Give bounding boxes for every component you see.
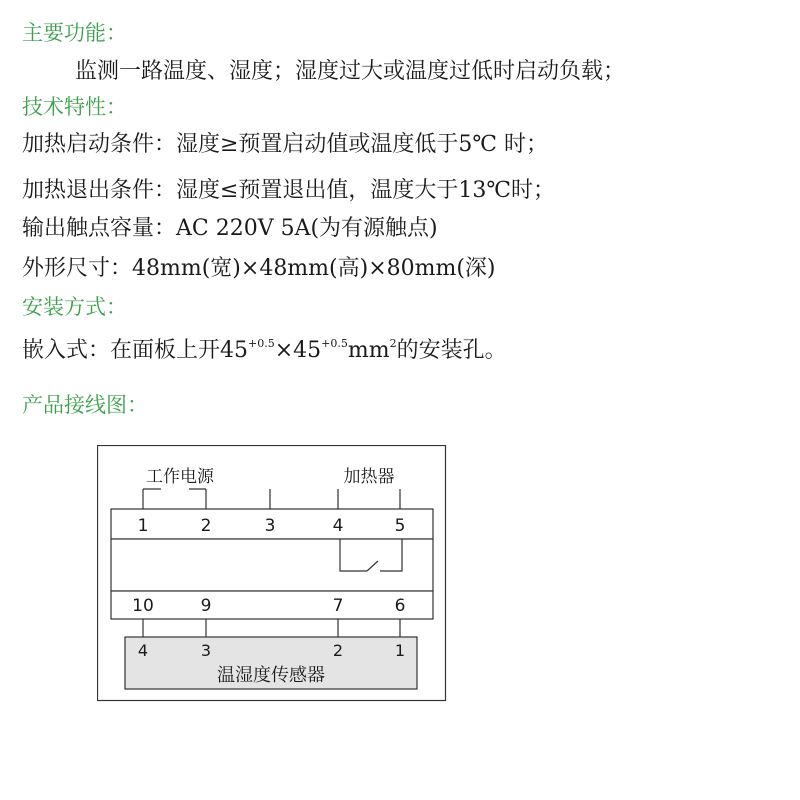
bottom-terminal-strip <box>111 591 433 619</box>
heating-exit-condition: 加热退出条件：湿度≤预置退出值，温度大于13℃时； <box>22 178 556 203</box>
heater-label: 加热器 <box>343 467 395 487</box>
install-unit: mm <box>347 338 390 363</box>
terminal-6: 6 <box>394 596 406 616</box>
sensor-label: 温湿度传感器 <box>217 665 325 686</box>
terminal-1: 1 <box>137 516 149 536</box>
wiring-diagram <box>97 445 447 705</box>
terminal-10: 10 <box>132 596 154 616</box>
terminal-9: 9 <box>200 596 212 616</box>
terminal-5: 5 <box>394 516 406 536</box>
tolerance-sup-2: +0.5 <box>321 337 348 350</box>
install-method-heading: 安装方式： <box>22 295 127 319</box>
main-function-heading: 主要功能： <box>22 21 127 45</box>
unit-square-sup: 2 <box>389 337 397 350</box>
output-contact-capacity: 输出触点容量：AC 220V 5A(为有源触点) <box>22 216 438 241</box>
install-prefix: 嵌入式：在面板上开45 <box>22 338 248 363</box>
heating-start-condition: 加热启动条件：湿度≥预置启动值或温度低于5℃ 时； <box>22 132 549 157</box>
terminal-3: 3 <box>264 516 276 536</box>
sensor-pin-3: 3 <box>200 641 212 660</box>
terminal-2: 2 <box>200 516 212 536</box>
install-suffix: 的安装孔。 <box>396 338 507 363</box>
wiring-diagram-heading: 产品接线图： <box>22 393 148 417</box>
outer-dimensions: 外形尺寸：48mm(宽)×48mm(高)×80mm(深) <box>22 256 496 281</box>
install-method-text <box>22 336 507 366</box>
sensor-pin-2: 2 <box>332 641 344 660</box>
controller-body <box>111 539 433 591</box>
main-function-text: 监测一路温度、湿度；湿度过大或温度过低时启动负载； <box>75 59 626 84</box>
sensor-pin-1: 1 <box>394 641 406 660</box>
install-mid: ×45 <box>274 338 322 363</box>
power-supply-label: 工作电源 <box>146 467 214 487</box>
terminal-7: 7 <box>332 596 344 616</box>
tolerance-sup-1: +0.5 <box>248 337 275 350</box>
sensor-pin-4: 4 <box>137 641 149 660</box>
terminal-4: 4 <box>332 516 344 536</box>
tech-spec-heading: 技术特性： <box>22 95 127 119</box>
